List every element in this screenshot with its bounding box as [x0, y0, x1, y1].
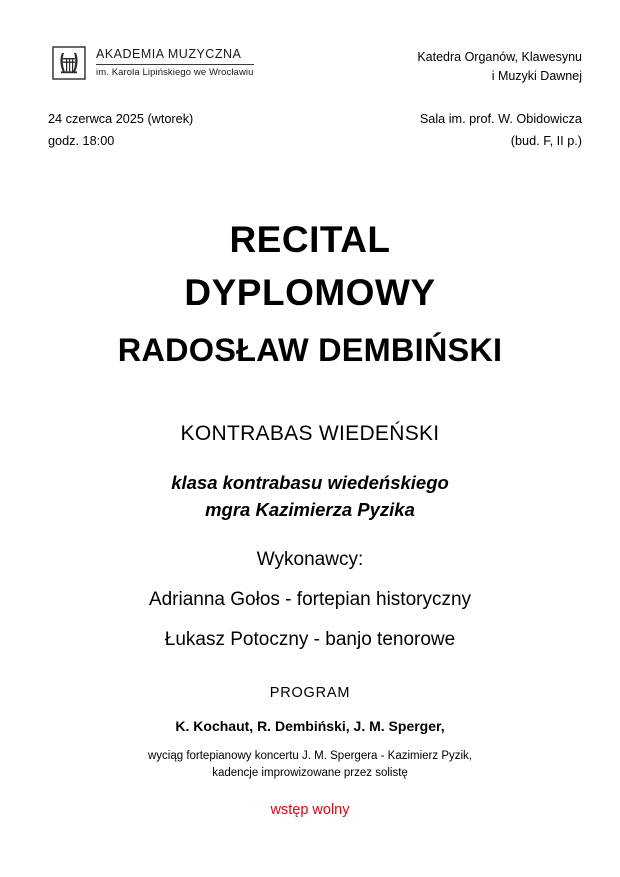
event-time: godz. 18:00: [48, 133, 115, 148]
program-note-line-2: kadencje improwizowane przez solistę: [212, 767, 408, 780]
event-date: 24 czerwca 2025 (wtorek): [48, 111, 194, 126]
logo-divider: [96, 64, 254, 65]
event-datetime: [48, 109, 193, 153]
event-meta: [0, 87, 620, 153]
performers-label: Wykonawcy:: [256, 548, 364, 570]
program-note: [0, 748, 620, 783]
class-line-1: klasa kontrabasu wiedeńskiego: [171, 472, 449, 494]
academy-logo: [52, 44, 254, 80]
program-note-line-1: wyciąg fortepianowy koncertu J. M. Spergera - Kazimierz Pyzik,: [147, 749, 473, 762]
instrument-label: KONTRABAS WIEDEŃSKI: [180, 422, 440, 446]
title-line-2: DYPLOMOWY: [184, 271, 436, 313]
event-venue: [420, 109, 582, 153]
class-info: [0, 470, 620, 523]
composers-list: K. Kochaut, R. Dembiński, J. M. Sperger,: [175, 717, 445, 734]
academy-logo-text: [96, 47, 254, 79]
academy-name: AKADEMIA MUZYCZNA: [96, 46, 242, 61]
free-entry-label: wstęp wolny: [270, 802, 350, 819]
performer-item: Adrianna Gołos - fortepian historyczny: [148, 588, 472, 610]
title-line-1: RECITAL: [229, 219, 391, 261]
performer-item: Łukasz Potoczny - banjo tenorowe: [164, 628, 456, 650]
venue-name: Sala im. prof. W. Obidowicza: [419, 111, 582, 126]
performer-name: RADOSŁAW DEMBIŃSKI: [117, 331, 503, 368]
department-line-2: i Muzyki Dawnej: [491, 69, 582, 84]
lyre-icon: [52, 46, 86, 80]
department-block: [417, 44, 582, 87]
venue-detail: (bud. F, II p.): [510, 133, 582, 148]
class-line-2: mgra Kazimierza Pyzika: [205, 498, 415, 520]
program-label: PROGRAM: [269, 684, 351, 701]
academy-subname: im. Karola Lipińskiego we Wrocławiu: [96, 67, 254, 79]
department-line-1: Katedra Organów, Klawesynu: [417, 50, 582, 64]
poster-title-block: [0, 214, 620, 374]
poster-header: [0, 0, 620, 87]
